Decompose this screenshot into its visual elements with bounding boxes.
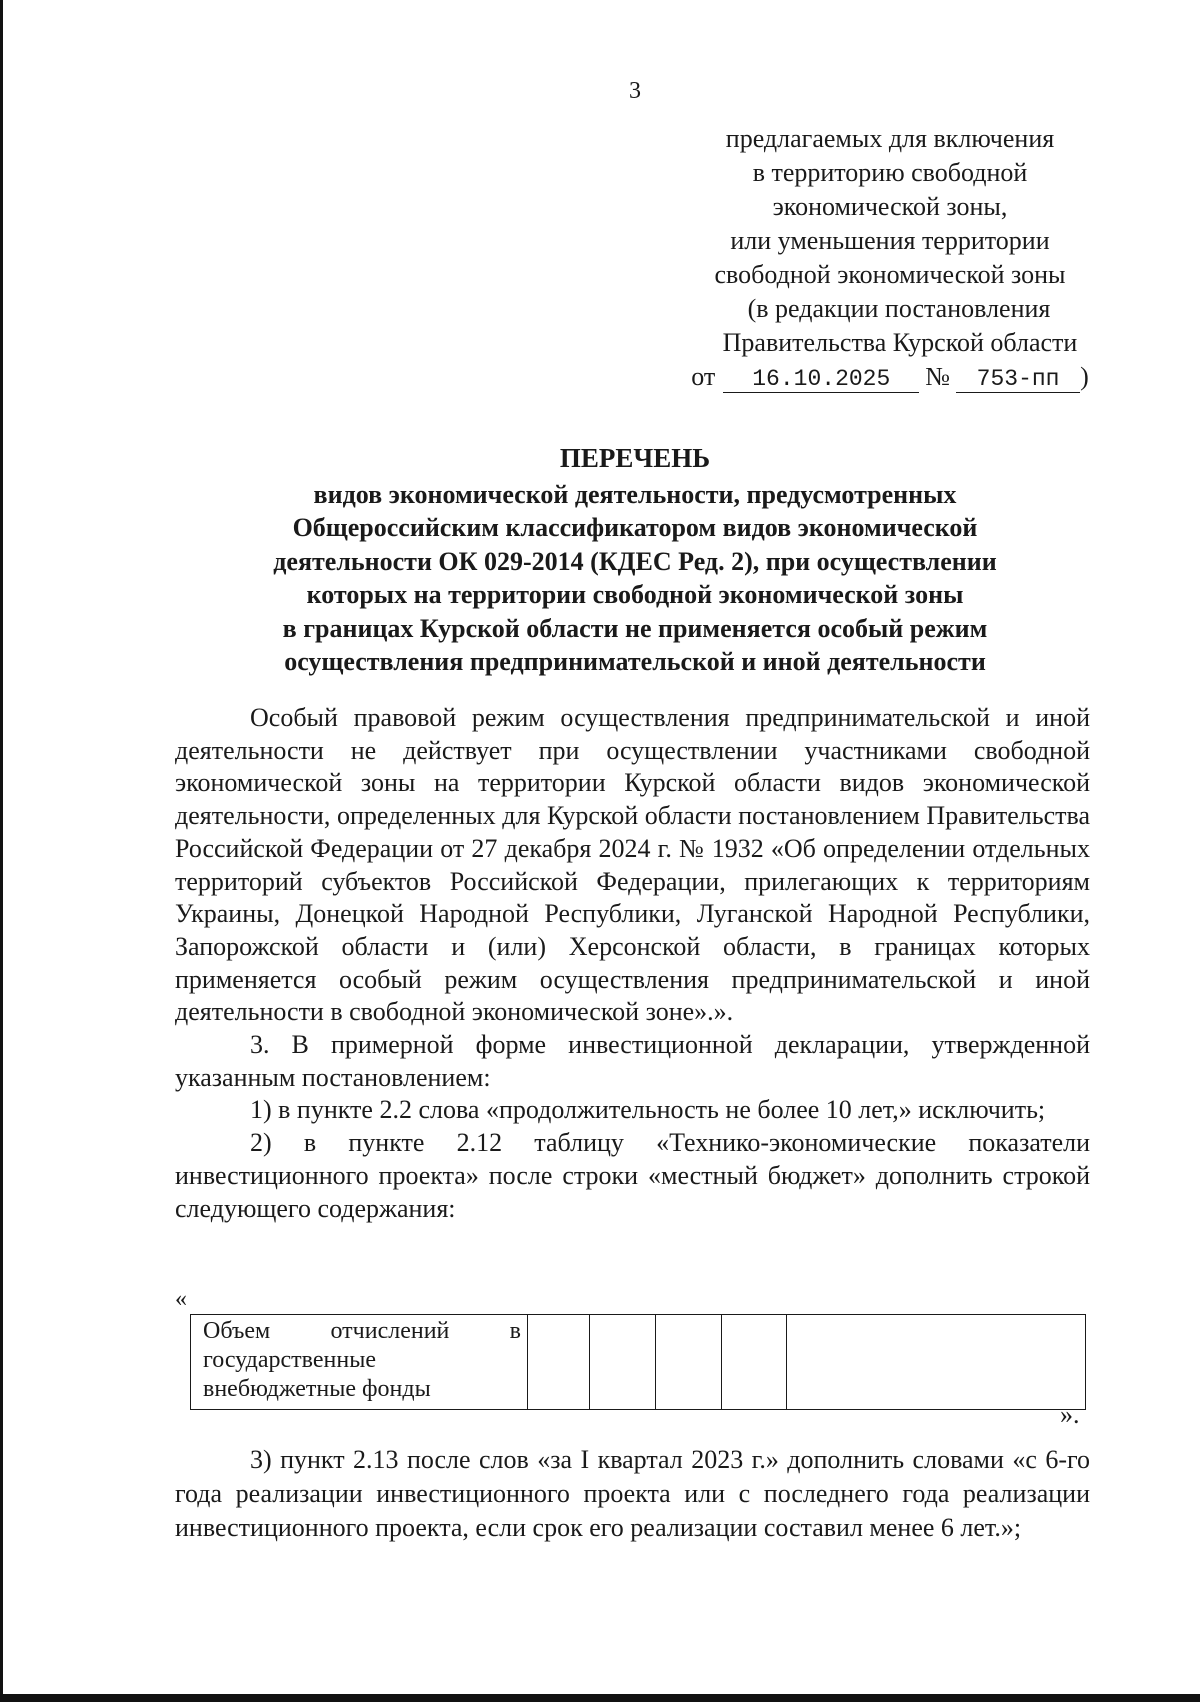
bottom-text [175,1443,1090,1545]
header-line: или уменьшения территории [730,226,1050,255]
body-text [175,702,1090,1225]
resolution-number: 753-пп [956,366,1080,393]
title-line: которых на территории свободной экономической зоны [306,580,964,609]
header-line: экономической зоны, [772,192,1008,221]
close-paren: ) [1080,362,1089,391]
scan-bottom-edge [0,1694,1200,1702]
scan-left-edge [0,0,3,1702]
resolution-date-line [620,360,1160,394]
title-line: осуществления предпринимательской и иной деятельности [284,647,986,676]
body-paragraph: 3) пункт 2.13 после слов «за I квартал 2023 г.» дополнить словами «с 6-го года реализации инвестиционного проекта или с последнего года реализации инвестиционного проекта, если срок его реализации составил менее 6 лет.»; [175,1445,1090,1542]
body-paragraph: 1) в пункте 2.2 слова «продолжительность не более 10 лет,» исключить; [250,1095,1046,1125]
table-cell-empty [656,1315,722,1410]
table-cell-empty [722,1315,787,1410]
table-cell-empty [528,1315,590,1410]
resolution-date: 16.10.2025 [723,366,919,393]
header-line: Правительства Курской области [722,328,1078,357]
close-quote: ». [1060,1400,1080,1429]
body-paragraph: 2) в пункте 2.12 таблицу «Технико-экономические показатели инвестиционного проекта» после строки «местный бюджет» дополнить строкой следующего содержания: [175,1128,1090,1223]
header-line: в территорию свободной [752,158,1028,187]
header-line: свободной экономической зоны [714,260,1066,289]
open-quote: « [175,1286,187,1312]
body-paragraph: 3. В примерной форме инвестиционной декларации, утвержденной указанным постановлением: [175,1030,1090,1092]
page-number: 3 [629,78,641,104]
number-prefix: № [925,362,951,391]
table-cell-label: Объем отчислений в государственные внебюджетные фонды [191,1315,528,1410]
table-row [191,1315,1086,1410]
body-paragraph: Особый правовой режим осуществления предпринимательской и иной деятельности не действует при осуществлении участниками свободной экономической зоны на территории Курской области видов экономической деятельности, определенных для Курской области постановлением Правительства Российской Федерации от 27 декабря 2024 г. № 1932 «Об определении отдельных территорий субъектов Российской Федерации, прилегающих к территориям Украины, Донецкой Народной Республики, Луганской Народной Республики, Запорожской области и (или) Херсонской области, в границах которых применяется особый режим осуществления предпринимательской и иной деятельности в свободной экономической зоне».». [175,703,1090,1027]
table-cell-empty [590,1315,656,1410]
document-title [170,442,1100,679]
header-line: (в редакции постановления [747,294,1051,323]
approval-header [620,122,1160,394]
inserted-row-table [190,1314,1086,1410]
title-line: видов экономической деятельности, предусмотренных [313,479,957,509]
title-line: деятельности ОК 029-2014 (КДЕС Ред. 2), при осуществлении [273,546,997,576]
title-main: ПЕРЕЧЕНЬ [559,443,711,473]
title-line: Общероссийским классификатором видов экономической [292,513,978,542]
header-line: предлагаемых для включения [725,124,1055,153]
table-cell-empty [787,1315,1086,1410]
title-line: в границах Курской области не применяется особый режим [282,613,988,643]
date-prefix: от [691,362,716,391]
